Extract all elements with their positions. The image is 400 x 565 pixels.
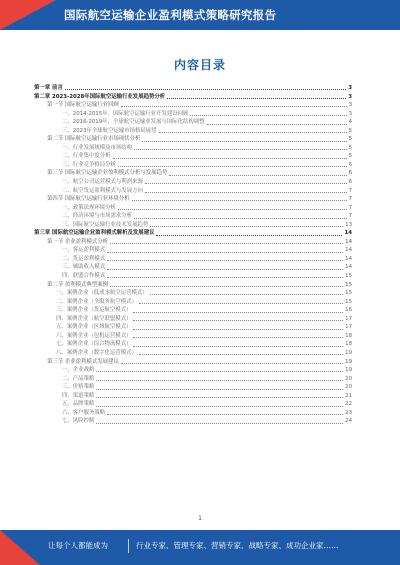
dot-leader xyxy=(107,260,343,261)
toc-entry[interactable] xyxy=(34,315,352,324)
toc-entry[interactable] xyxy=(34,178,352,187)
toc-entry-title: 一、2014-2015年，国际航空运输行业开发建设回顾 xyxy=(62,110,189,117)
toc-entry-page: 13 xyxy=(345,221,352,228)
toc-entry[interactable] xyxy=(34,306,352,315)
toc-entry-page: 3 xyxy=(348,93,352,100)
toc-entry[interactable] xyxy=(34,289,352,298)
dot-leader xyxy=(133,329,343,330)
toc-entry-page: 19 xyxy=(345,367,352,374)
dot-leader xyxy=(150,294,343,295)
toc-entry-title: 第二章 2023-2028年国际航空运输行业发展趋势分析 xyxy=(34,93,166,100)
dot-leader xyxy=(156,235,342,236)
dot-leader xyxy=(150,226,343,227)
toc-entry[interactable] xyxy=(34,204,352,213)
footer-slogan-right: 行业专家、管理专家、营销专家、战略专家、成功企业家…… xyxy=(136,541,339,550)
toc-entry-page: 6 xyxy=(348,170,352,177)
toc-entry-title: 六、案例企业（包机运营模式） xyxy=(56,332,132,339)
toc-entry-title: 第三节 企业盈利模式发展建议 xyxy=(47,358,119,365)
dot-leader xyxy=(207,124,347,125)
toc-heading: 内容目录 xyxy=(173,58,226,72)
dot-leader xyxy=(190,115,346,116)
dot-leader xyxy=(121,363,343,364)
toc-entry[interactable] xyxy=(34,375,352,384)
toc-entry-title: 一、企业战略 xyxy=(62,367,95,374)
dot-leader xyxy=(145,192,347,193)
toc-entry[interactable] xyxy=(34,118,352,127)
toc-entry[interactable] xyxy=(34,392,352,401)
toc-entry-page: 7 xyxy=(348,196,352,203)
dot-leader xyxy=(145,183,347,184)
toc-entry-title: 四、案例企业（航空联盟模式） xyxy=(56,315,132,322)
dot-leader xyxy=(159,132,347,133)
dot-leader xyxy=(110,243,343,244)
dot-leader xyxy=(96,380,343,381)
dot-leader xyxy=(142,141,346,142)
toc-entry-page: 14 xyxy=(345,238,352,245)
dot-leader xyxy=(121,106,347,107)
toc-entry[interactable] xyxy=(34,263,352,272)
toc-entry-page: 16 xyxy=(345,307,352,314)
toc-entry-title: 第二节 国际航空运输行业市场现状分析 xyxy=(47,136,141,143)
toc-entry-page: 17 xyxy=(345,315,352,322)
toc-entry-page: 3 xyxy=(348,85,352,91)
toc-entry-page: 15 xyxy=(345,281,352,288)
toc-entry-title: 三、案例企业（货运航空模式） xyxy=(56,307,132,314)
toc-entry-page: 15 xyxy=(345,273,352,280)
toc-entry[interactable] xyxy=(34,281,352,290)
page-number: 1 xyxy=(198,515,202,522)
toc-entry[interactable] xyxy=(34,400,352,409)
dot-leader xyxy=(107,277,343,278)
toc-entry[interactable] xyxy=(34,221,352,230)
toc-entry-title: 五、品牌策略 xyxy=(62,401,95,408)
toc-entry-page: 19 xyxy=(345,358,352,365)
toc-entry-title: 一、行业发展规模及市场结构 xyxy=(62,144,133,151)
toc-entry-page: 22 xyxy=(345,401,352,408)
dot-leader xyxy=(107,252,343,253)
toc-entry-title: 第三节 国际航空运输企业盈利模式分析与发展趋势 xyxy=(47,170,168,177)
toc-chapter-entry[interactable] xyxy=(34,84,352,93)
toc-entry-page: 6 xyxy=(348,161,352,168)
toc-entry-title: 二、案例企业（全服务航空模式） xyxy=(56,298,137,305)
toc-entry-title: 四、渠道策略 xyxy=(62,392,95,399)
toc-entry-title: 一、案例企业（低成本航空运营模式） xyxy=(56,290,148,297)
dot-leader xyxy=(96,397,343,398)
toc-entry-title: 七、案例企业（综合物流模式） xyxy=(56,341,132,348)
toc-entry[interactable] xyxy=(34,212,352,221)
dot-leader xyxy=(96,423,343,424)
toc-entry-page: 7 xyxy=(348,204,352,211)
dot-leader xyxy=(132,200,347,201)
toc-entry-page: 3 xyxy=(348,102,352,109)
dot-leader xyxy=(133,337,343,338)
toc-entry-page: 15 xyxy=(345,298,352,305)
toc-entry[interactable] xyxy=(34,161,352,170)
toc-entry[interactable] xyxy=(34,340,352,349)
toc-entry[interactable] xyxy=(34,127,352,136)
toc-entry[interactable] xyxy=(34,144,352,153)
toc-entry-page: 23 xyxy=(345,409,352,416)
toc-chapter-entry[interactable] xyxy=(34,229,352,238)
toc-entry-title: 第四节 国际航空运输行业环境分析 xyxy=(47,196,130,203)
toc-entry-page: 21 xyxy=(345,392,352,399)
toc-entry-title: 二、货运盈利模式 xyxy=(62,255,106,262)
toc-entry-title: 一、政策法规环境分析 xyxy=(62,204,116,211)
toc-entry[interactable] xyxy=(34,366,352,375)
toc-entry-title: 第二节 盈利模式典型案例 xyxy=(47,281,109,288)
toc-entry-title: 第一章 前言 xyxy=(34,85,63,91)
dot-leader xyxy=(133,320,343,321)
toc-entry-page: 19 xyxy=(345,349,352,356)
toc-entry-page: 18 xyxy=(345,341,352,348)
report-title: 国际航空运输企业盈利模式策略研究报告 xyxy=(64,8,277,22)
toc-entry[interactable] xyxy=(34,255,352,264)
dot-leader xyxy=(65,89,346,90)
dot-leader xyxy=(134,218,346,219)
toc-entry-page: 5 xyxy=(348,144,352,151)
toc-entry[interactable] xyxy=(34,101,352,110)
toc-entry-title: 二、行业集中度分析 xyxy=(62,153,111,160)
toc-entry[interactable] xyxy=(34,135,352,144)
toc-entry-page: 3 xyxy=(348,110,352,117)
dot-leader xyxy=(134,149,346,150)
toc-entry-page: 20 xyxy=(345,375,352,382)
toc-chapter-entry[interactable] xyxy=(34,93,352,102)
toc-entry-title: 一、客运盈利模式 xyxy=(62,247,106,254)
dot-leader xyxy=(133,312,343,313)
dot-leader xyxy=(113,158,347,159)
dot-leader xyxy=(96,406,343,407)
toc-entry[interactable] xyxy=(34,323,352,332)
footer-accent-shape xyxy=(0,530,40,565)
dot-leader xyxy=(118,166,347,167)
toc-entry-page: 6 xyxy=(348,179,352,186)
toc-entry[interactable] xyxy=(34,152,352,161)
dot-leader xyxy=(96,371,343,372)
toc-entry-title: 第一节 企业盈利模式分析 xyxy=(47,238,109,245)
toc-entry-title: 八、案例企业（数字化运营模式） xyxy=(56,349,137,356)
toc-entry-page: 5 xyxy=(348,153,352,160)
toc-entry-title: 三、国际航空运输行业技术发展趋势 xyxy=(62,221,149,228)
toc-entry[interactable] xyxy=(34,332,352,341)
toc-entry-page: 5 xyxy=(348,127,352,134)
toc-entry-page: 20 xyxy=(345,384,352,391)
toc-entry[interactable] xyxy=(34,169,352,178)
toc-entry-page: 14 xyxy=(345,255,352,262)
toc-entry[interactable] xyxy=(34,110,352,119)
dot-leader xyxy=(139,303,343,304)
toc-entry-title: 三、价格策略 xyxy=(62,384,95,391)
toc-entry-title: 四、联盟合作模式 xyxy=(62,273,106,280)
toc-entry[interactable] xyxy=(34,195,352,204)
toc-entry[interactable] xyxy=(34,187,352,196)
dot-leader xyxy=(118,209,347,210)
dot-leader xyxy=(110,286,343,287)
toc-entry-title: 三、辅助收入模式 xyxy=(62,264,106,271)
toc-entry[interactable] xyxy=(34,272,352,281)
table-of-contents xyxy=(34,84,352,426)
toc-entry-title: 五、案例企业（区域航空模式） xyxy=(56,324,132,331)
toc-entry-page: 14 xyxy=(344,230,352,237)
toc-entry-title: 三、行业竞争格局分析 xyxy=(62,161,116,168)
header-accent-shape xyxy=(0,0,56,30)
toc-entry-title: 二、航空货运盈利模式与发展方向 xyxy=(62,187,143,194)
toc-entry-title: 一、航空公司运营模式与利润来源 xyxy=(62,179,143,186)
toc-entry-title: 三、2023年全球航空运输市场格局展望 xyxy=(62,127,157,134)
toc-entry-title: 二、产品策略 xyxy=(62,375,95,382)
toc-entry[interactable] xyxy=(34,409,352,418)
toc-entry-page: 4 xyxy=(348,119,352,126)
toc-entry-page: 15 xyxy=(345,290,352,297)
dot-leader xyxy=(96,389,343,390)
toc-entry[interactable] xyxy=(34,238,352,247)
dot-leader xyxy=(107,269,343,270)
toc-entry-page: 5 xyxy=(348,136,352,143)
toc-entry-page: 24 xyxy=(345,418,352,425)
toc-entry-title: 二、经济环境与市场需求分析 xyxy=(62,213,133,220)
toc-entry[interactable] xyxy=(34,246,352,255)
toc-entry-page: 7 xyxy=(348,187,352,194)
toc-entry[interactable] xyxy=(34,383,352,392)
dot-leader xyxy=(107,414,343,415)
dot-leader xyxy=(169,175,346,176)
toc-entry-title: 二、2016-2019年，全球航空运输业发展与国际化结构调整 xyxy=(62,119,205,126)
toc-entry-title: 六、客户服务策略 xyxy=(62,409,106,416)
toc-entry-title: 第三章 国际航空运输企业盈利模式解析及发展建议 xyxy=(34,230,155,237)
toc-entry-page: 14 xyxy=(345,247,352,254)
toc-entry-page: 7 xyxy=(348,213,352,220)
toc-entry-title: 第一节 国际航空运输行业回顾 xyxy=(47,102,119,109)
dot-leader xyxy=(167,98,346,99)
dot-leader xyxy=(133,346,343,347)
toc-entry[interactable] xyxy=(34,298,352,307)
footer-divider xyxy=(128,539,129,553)
toc-entry-title: 七、风险控制 xyxy=(62,418,95,425)
footer-slogan-left: 让每个人都能成为 xyxy=(48,541,108,550)
toc-entry-page: 17 xyxy=(345,324,352,331)
toc-entry-page: 14 xyxy=(345,264,352,271)
toc-entry[interactable] xyxy=(34,349,352,358)
dot-leader xyxy=(139,354,343,355)
toc-entry[interactable] xyxy=(34,358,352,367)
toc-entry-page: 18 xyxy=(345,332,352,339)
toc-entry[interactable] xyxy=(34,417,352,426)
